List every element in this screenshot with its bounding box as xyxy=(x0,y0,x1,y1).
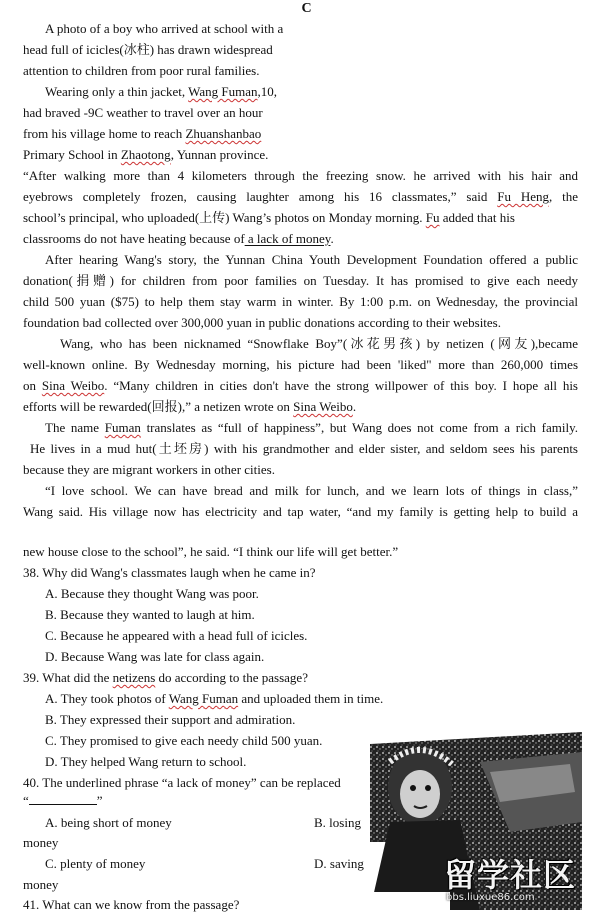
option-38-c: C. Because he appeared with a head full of icicles. xyxy=(45,628,308,643)
place-name: Zhuanshanbao xyxy=(185,126,262,141)
question-39: 39. What did the netizens do according to the passage? xyxy=(23,670,308,685)
place-name: Zhaotong xyxy=(120,147,171,162)
passage-line: After hearing Wang's story, the Yunnan China Youth Development Foundation offered a public xyxy=(45,252,578,267)
section-letter: C xyxy=(301,1,312,16)
person-name: Fu Heng xyxy=(497,189,549,204)
sina-weibo-name: Sina Weibo xyxy=(41,378,105,393)
question-38: 38. Why did Wang's classmates laugh when he came in? xyxy=(23,565,316,580)
passage-line: Wang said. His village now has electricity and tap water, “and my family is getting help to build a xyxy=(23,504,578,519)
option-40-b: B. losing xyxy=(314,815,361,830)
option-39-a: A. They took photos of Wang Fuman and uploaded them in time. xyxy=(45,691,384,706)
passage-line: Primary School in Zhaotong, Yunnan province. xyxy=(23,147,269,162)
sina-weibo-name: Sina Weibo xyxy=(293,399,353,414)
person-name: Fu xyxy=(425,210,440,225)
option-38-d: D. Because Wang was late for class again. xyxy=(45,649,265,664)
option-39-b: B. They expressed their support and admiration. xyxy=(45,712,296,727)
passage-line: new house close to the school”, he said. “I think our life will get better.” xyxy=(23,544,399,559)
option-40-d: D. saving xyxy=(314,856,364,871)
passage-line: well-known online. By Wednesday morning, his picture had been 'liked" more than 260,000 times xyxy=(23,357,578,372)
option-38-a: A. Because they thought Wang was poor. xyxy=(45,586,259,601)
watermark-url: bbs.liuxue86.com xyxy=(446,892,535,903)
fuman-name: Fuman xyxy=(104,420,141,435)
passage-line: “After walking more than 4 kilometers through the freezing snow. he arrived with his hair and xyxy=(23,168,578,183)
passage-line: from his village home to reach Zhuanshanbao xyxy=(23,126,262,141)
watermark-main-text: 留学社区 xyxy=(444,856,577,894)
passage-line: foundation bad collected over 300,000 yuan in public donations according to their websites. xyxy=(23,315,501,330)
passage-line: had braved -9C weather to travel over an hour xyxy=(23,105,263,120)
option-40-c: C. plenty of money xyxy=(45,856,146,871)
option-40-b-cont: money xyxy=(23,835,59,850)
option-40-d-cont: money xyxy=(23,877,59,892)
passage-line: Wearing only a thin jacket, Wang Fuman,10, xyxy=(45,84,277,99)
passage-line: attention to children from poor rural families. xyxy=(23,63,260,78)
question-41: 41. What can we know from the passage? xyxy=(23,897,240,912)
netizens-word: netizens xyxy=(112,670,156,685)
watermark-logo xyxy=(440,850,610,910)
passage-line: eyebrows completely frozen, causing laughter among his 16 classmates,” said Fu Heng, the xyxy=(23,189,579,204)
passage-line: because they are migrant workers in other cities. xyxy=(23,462,275,477)
passage-line: classrooms do not have heating because of a lack of money. xyxy=(23,231,334,246)
passage-line: school’s principal, who uploaded(上传) Wang’s photos on Monday morning. Fu added that his xyxy=(23,210,515,225)
passage-line: child 500 yuan ($75) to help them stay warm in winter. By 1:00 p.m. on Wednesday, the provincial xyxy=(23,294,578,309)
passage-line: A photo of a boy who arrived at school with a xyxy=(45,21,284,36)
passage-line: The name Fuman translates as “full of happiness”, but Wang does not come from a rich family. xyxy=(45,420,578,435)
question-40: 40. The underlined phrase “a lack of money” can be replaced xyxy=(23,775,341,790)
passage-line: head full of icicles(冰柱) has drawn widespread xyxy=(23,42,273,57)
option-40-a: A. being short of money xyxy=(45,815,172,830)
option-39-d: D. They helped Wang return to school. xyxy=(45,754,247,769)
passage-line: efforts will be rewarded(回报),” a netizen wrote on Sina Weibo. xyxy=(23,399,357,414)
passage-line: “I love school. We can have bread and milk for lunch, and we learn lots of things in class,” xyxy=(45,483,578,498)
underlined-phrase: a lack of money xyxy=(244,231,331,246)
passage-line: He lives in a mud hut(土坯房) with his grandmother and elder sister, and seldom sees his parents xyxy=(30,441,578,456)
passage-line: Wang, who has been nicknamed “Snowflake Boy”(冰花男孩) by netizen (网友),became xyxy=(60,336,578,351)
passage-line: donation(捐赠) for children from poor families on Tuesday. It has promised to give each needy xyxy=(23,273,578,288)
wang-fuman-name: Wang Fuman xyxy=(188,84,258,99)
wang-fuman-name: Wang Fuman xyxy=(168,691,239,706)
answer-blank: “ ” xyxy=(23,793,103,808)
option-39-c: C. They promised to give each needy child 500 yuan. xyxy=(45,733,323,748)
option-38-b: B. Because they wanted to laugh at him. xyxy=(45,607,255,622)
passage-line: on Sina Weibo. “Many children in cities don't have the strong willpower of this boy. I hope all his xyxy=(23,378,578,393)
